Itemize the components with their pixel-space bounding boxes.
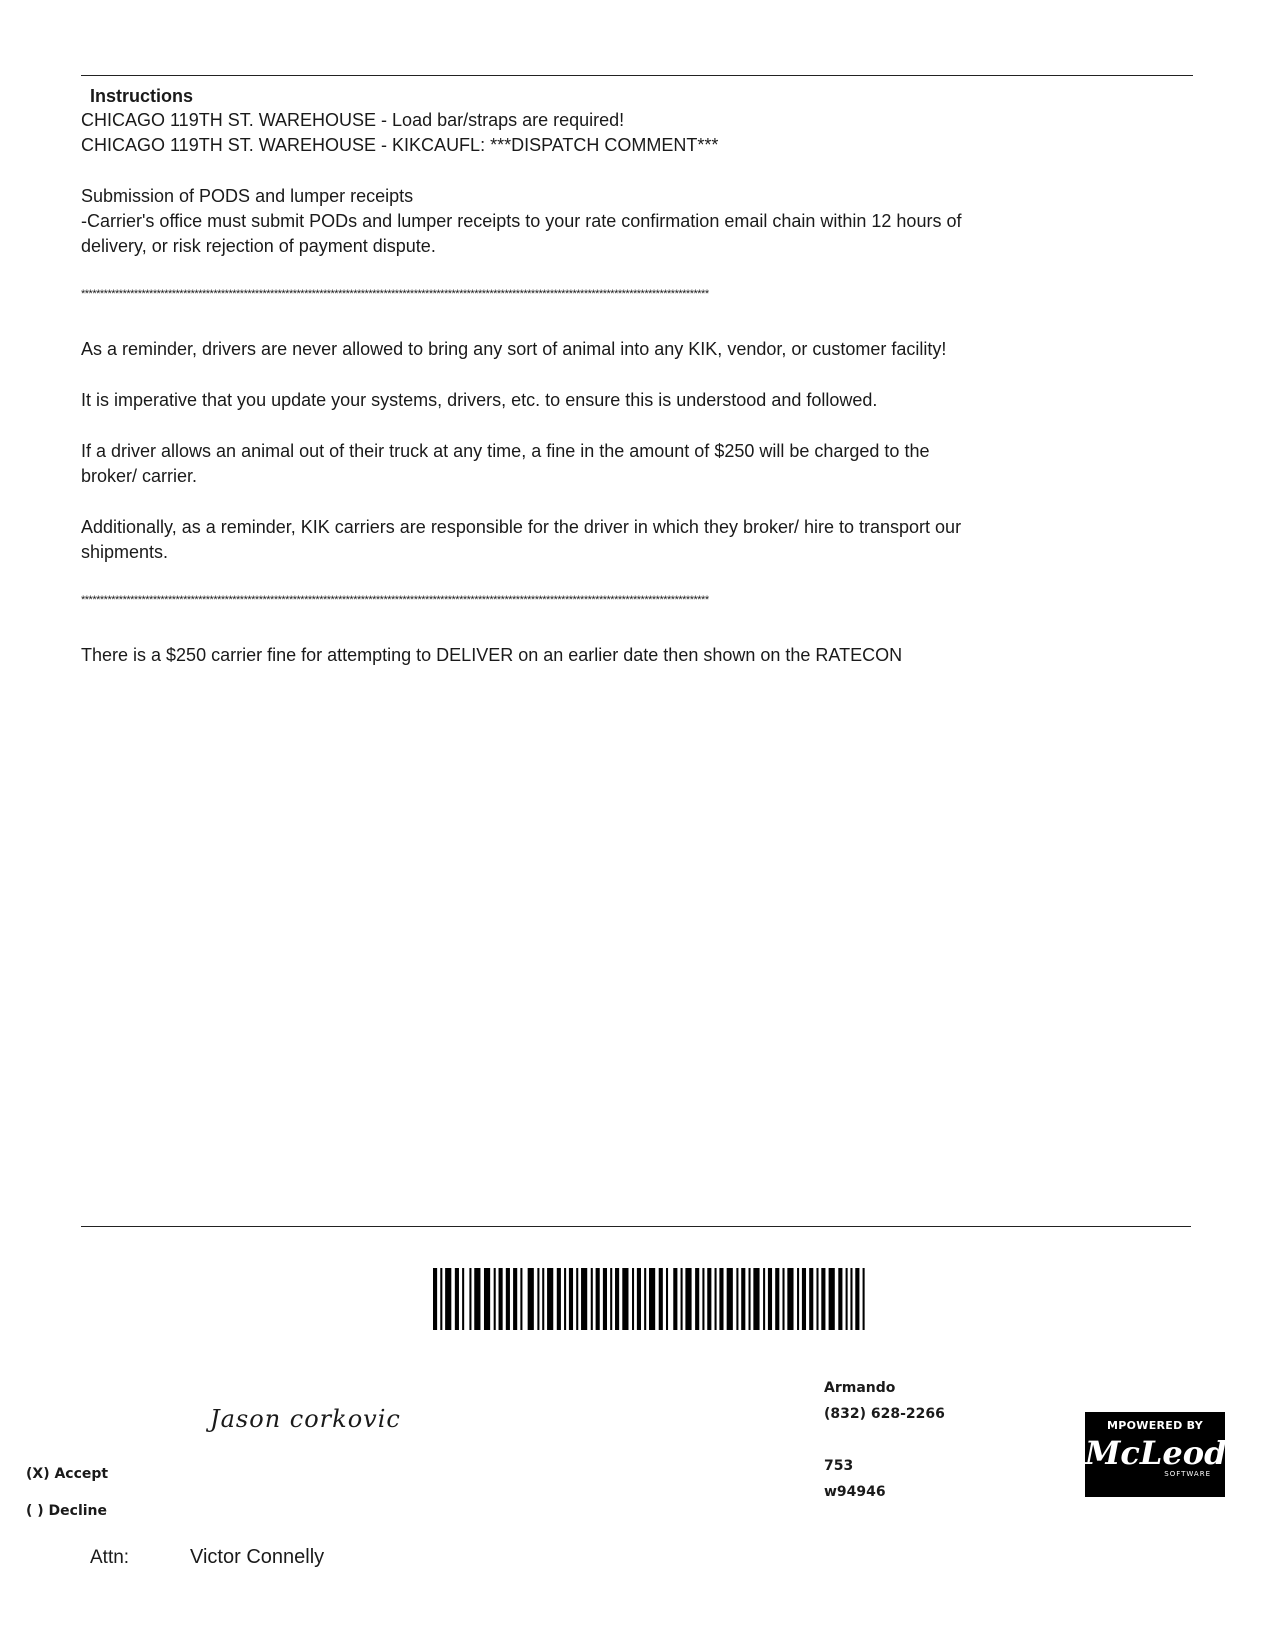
barcode-bar (749, 1268, 751, 1330)
barcode-bar (809, 1268, 813, 1330)
barcode-bar (557, 1268, 561, 1330)
barcode-bar (685, 1268, 691, 1330)
barcode-bar (632, 1268, 634, 1330)
barcode-bar (846, 1268, 848, 1330)
barcode-bar (569, 1268, 573, 1330)
barcode-bar (782, 1268, 784, 1330)
barcode-bar (797, 1268, 799, 1330)
barcode-bar (564, 1268, 566, 1330)
accept-option[interactable]: (X) Accept (26, 1466, 109, 1482)
logo-top-text: MPOWERED BY (1107, 1419, 1203, 1432)
barcode-bar (615, 1268, 619, 1330)
barcode-bar (469, 1268, 471, 1330)
barcode-bar (494, 1268, 496, 1330)
barcode-bar (528, 1268, 534, 1330)
deliver-notice: There is a $250 carrier fine for attempting to DELIVER on an earlier date then shown on the RATECON (81, 645, 903, 665)
barcode-bar (513, 1268, 517, 1330)
contact-phone: (832) 628-2266 (824, 1406, 945, 1422)
signature: Jason corkovic (210, 1405, 401, 1433)
barcode-bar (787, 1268, 793, 1330)
barcode-bar (484, 1268, 490, 1330)
barcode-bar (775, 1268, 779, 1330)
imperative-notice: It is imperative that you update your systems, drivers, etc. to ensure this is understood and followed. (81, 390, 878, 410)
barcode-bar (727, 1268, 733, 1330)
barcode-bar (610, 1268, 612, 1330)
barcode-bar (741, 1268, 745, 1330)
logo-sub-text: SOFTWARE (1164, 1470, 1211, 1478)
barcode-bar (433, 1268, 437, 1330)
barcode-bar (715, 1268, 717, 1330)
pods-line-1: -Carrier's office must submit PODs and lumper receipts to your rate confirmation email chain within 12 hours of (81, 211, 962, 231)
barcode-bar (506, 1268, 510, 1330)
attn-name: Victor Connelly (190, 1546, 325, 1568)
barcode-bar (681, 1268, 683, 1330)
barcode-bar (644, 1268, 646, 1330)
barcode-bar (702, 1268, 704, 1330)
attn-label: Attn: (90, 1547, 130, 1568)
barcode-bar (455, 1268, 459, 1330)
instruction-line-1: CHICAGO 119TH ST. WAREHOUSE - Load bar/straps are required! (81, 110, 625, 130)
barcode-bar (753, 1268, 759, 1330)
barcode-bar (736, 1268, 738, 1330)
barcode-bar (596, 1268, 600, 1330)
code-w94946: w94946 (824, 1484, 886, 1500)
decline-option[interactable]: ( ) Decline (26, 1503, 108, 1519)
barcode-bar (707, 1268, 711, 1330)
additional-line-2: shipments. (81, 542, 169, 562)
barcode-bar (591, 1268, 593, 1330)
barcode-bar (863, 1268, 865, 1330)
top-rule (81, 75, 1193, 76)
bottom-rule (81, 1226, 1191, 1227)
fine-line-1: If a driver allows an animal out of their truck at any time, a fine in the amount of $250 will be charged to the (81, 441, 930, 461)
barcode-bar (622, 1268, 628, 1330)
barcode-bar (802, 1268, 806, 1330)
barcode-bar (474, 1268, 480, 1330)
barcode-bar (659, 1268, 663, 1330)
barcode-bar (829, 1268, 835, 1330)
barcode-bar (499, 1268, 503, 1330)
barcode-bar (537, 1268, 539, 1330)
barcode-bar (838, 1268, 842, 1330)
fine-line-2: broker/ carrier. (81, 466, 198, 486)
barcode-bar (855, 1268, 859, 1330)
barcode-bar (547, 1268, 553, 1330)
barcode-bar (768, 1268, 772, 1330)
barcode-bar (719, 1268, 723, 1330)
barcode-bar (821, 1268, 825, 1330)
barcode-bar (850, 1268, 852, 1330)
code-753: 753 (824, 1458, 854, 1474)
additional-line-1: Additionally, as a reminder, KIK carriers are responsible for the driver in which they broker/ hire to transport our (81, 517, 962, 537)
barcode (433, 1268, 865, 1330)
pods-line-2: delivery, or risk rejection of payment dispute. (81, 236, 436, 256)
instructions-heading: Instructions (90, 86, 194, 106)
barcode-bar (445, 1268, 451, 1330)
separator-stars-1: ********************************************************************************************************************************************************************** (81, 288, 709, 300)
logo-main-text: McLeod (1085, 1434, 1227, 1472)
barcode-bar (695, 1268, 699, 1330)
barcode-bar (763, 1268, 765, 1330)
barcode-bar (581, 1268, 587, 1330)
contact-name: Armando (824, 1380, 896, 1396)
animals-notice: As a reminder, drivers are never allowed to bring any sort of animal into any KIK, vendor, or customer facility! (81, 339, 947, 359)
barcode-bar (816, 1268, 818, 1330)
barcode-bar (576, 1268, 578, 1330)
barcode-bar (603, 1268, 607, 1330)
barcode-bar (520, 1268, 522, 1330)
pods-title: Submission of PODS and lumper receipts (81, 186, 414, 206)
instruction-line-2: CHICAGO 119TH ST. WAREHOUSE - KIKCAUFL: ***DISPATCH COMMENT*** (81, 135, 719, 155)
barcode-bar (637, 1268, 641, 1330)
barcode-bar (462, 1268, 464, 1330)
barcode-bar (440, 1268, 442, 1330)
separator-stars-2: ********************************************************************************************************************************************************************** (81, 594, 709, 606)
barcode-bar (673, 1268, 677, 1330)
barcode-bar (666, 1268, 668, 1330)
barcode-bar (542, 1268, 544, 1330)
barcode-bar (649, 1268, 655, 1330)
mcleod-logo (1085, 1412, 1225, 1497)
